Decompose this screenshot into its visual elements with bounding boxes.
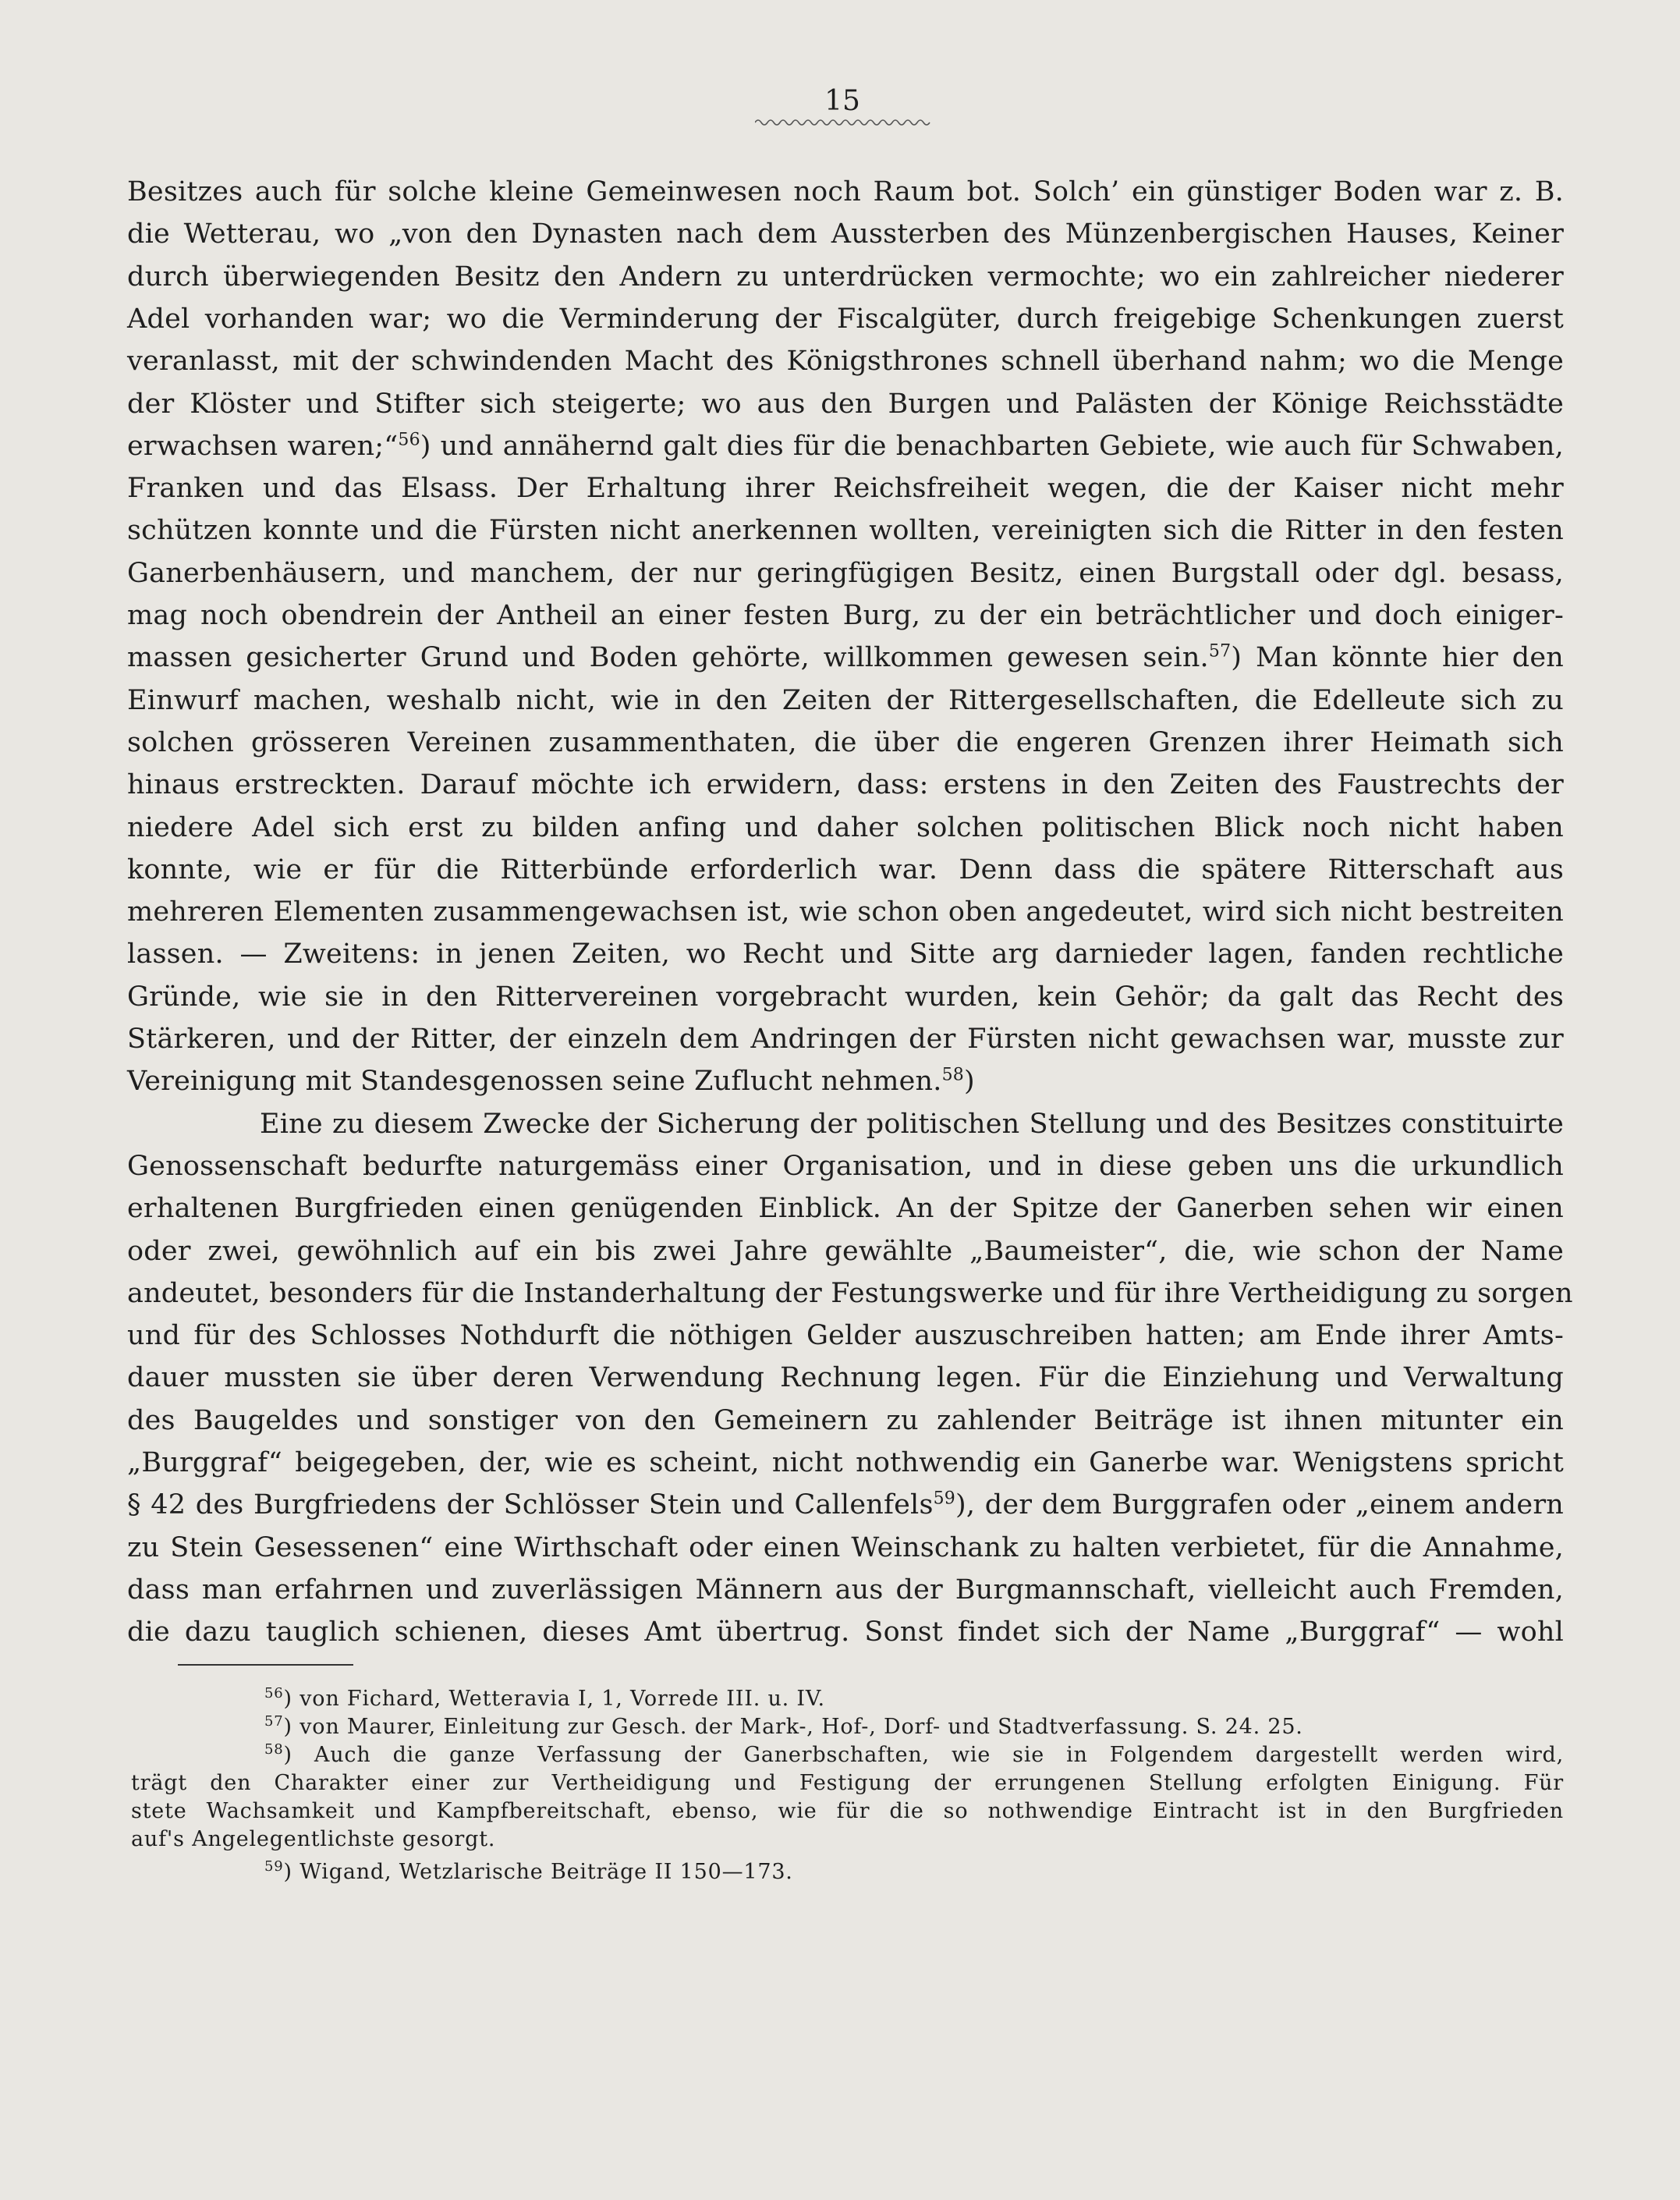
text-line: [127, 850, 1564, 890]
text-line: [127, 680, 1564, 721]
text-line: [127, 1061, 1564, 1102]
text-line-content: Ganerbenhäusern, und manchem, der nur geringfügigen Besitz, einen Burgstall oder dgl. besass,: [127, 558, 1564, 589]
footnote-line: [131, 1797, 1564, 1826]
text-line-content: dass man erfahrnen und zuverlässigen Männern aus der Burgmannschaft, vielleicht auch Fremden,: [127, 1574, 1564, 1606]
text-line-content: mag noch obendrein der Antheil an einer festen Burg, zu der ein beträchtlicher und doch einiger-: [127, 600, 1564, 631]
text-line-content: Vereinigung mit Standesgenossen seine Zuflucht nehmen.: [127, 1066, 942, 1097]
footnote-text: ) von Fichard, Wetteravia I, 1, Vorrede III. u. IV.: [283, 1687, 825, 1711]
text-line-content: durch überwiegenden Besitz den Andern zu unterdrücken vermochte; wo ein zahlreicher niederer: [127, 261, 1564, 293]
footnote-line: [131, 1826, 1564, 1854]
footnote-reference: 57: [1208, 641, 1232, 662]
text-line-content: niedere Adel sich erst zu bilden anfing und daher solchen politischen Blick noch nicht haben: [127, 812, 1564, 843]
footnote-line: [264, 1858, 1564, 1886]
footnote-text: ) Auch die ganze Verfassung der Ganerbschaften, wie sie in Folgendem dargestellt werden wird,: [283, 1743, 1564, 1767]
footnote-line: [131, 1769, 1564, 1797]
footnote-text: auf's Angelegentlichste gesorgt.: [131, 1827, 496, 1851]
footnote-number: 57: [264, 1713, 284, 1730]
text-line: [127, 722, 1564, 763]
footnote-number: 59: [264, 1858, 284, 1875]
wavy-ornament-icon: [755, 117, 930, 128]
footnote-reference: 58: [941, 1065, 965, 1085]
text-line-content: lassen. — Zweitens: in jenen Zeiten, wo Recht und Sitte arg darnieder lagen, fanden rechtliche: [127, 939, 1564, 970]
text-line-content: Einwurf machen, weshalb nicht, wie in den Zeiten der Rittergesellschaften, die Edelleute sich zu: [127, 685, 1564, 716]
footnote-text: trägt den Charakter einer zur Vertheidigung und Festigung der errungenen Stellung erfolgten Einigung. Für: [131, 1771, 1564, 1795]
text-line: [127, 637, 1564, 678]
footnote-line: [264, 1713, 1564, 1741]
text-line-content: Gründe, wie sie in den Rittervereinen vorgebracht wurden, kein Gehör; da galt das Recht des: [127, 981, 1564, 1013]
footnote-line: [264, 1685, 1564, 1713]
footnote-number: 58: [264, 1741, 284, 1758]
text-line: [127, 468, 1564, 509]
text-line-content: massen gesicherter Grund und Boden gehörte, willkommen gewesen sein.: [127, 642, 1209, 673]
text-line: [127, 1273, 1573, 1314]
text-line: [127, 1146, 1564, 1187]
text-line-content: Franken und das Elsass. Der Erhaltung ihrer Reichsfreiheit wegen, die der Kaiser nicht mehr: [127, 473, 1564, 504]
text-line: [127, 553, 1564, 594]
text-line-content: Genossenschaft bedurfte naturgemäss einer Organisation, und in diese geben uns die urkundlich: [127, 1151, 1564, 1182]
text-line-content: dauer mussten sie über deren Verwendung Rechnung legen. Für die Einziehung und Verwaltung: [127, 1362, 1564, 1393]
page-number: 15: [824, 85, 860, 117]
text-line-content: Stärkeren, und der Ritter, der einzeln dem Andringen der Fürsten nicht gewachsen war, musste zur: [127, 1024, 1564, 1055]
text-line-content: Adel vorhanden war; wo die Verminderung der Fiscalgüter, durch freigebige Schenkungen zuerst: [127, 303, 1564, 335]
text-line: [127, 341, 1564, 381]
text-line: [127, 1357, 1564, 1398]
text-line-content: die dazu tauglich schienen, dieses Amt übertrug. Sonst findet sich der Name „Burggraf“ — wohl: [127, 1616, 1564, 1648]
text-line-content: § 42 des Burgfriedens der Schlösser Stein und Callenfels: [127, 1489, 934, 1520]
text-line: [127, 977, 1564, 1017]
text-line-content: veranlasst, mit der schwindenden Macht des Königsthrones schnell überhand nahm; wo die Menge: [127, 346, 1564, 377]
text-line-continuation: ) Man könnte hier den: [1231, 642, 1564, 673]
footnote-text: ) Wigand, Wetzlarische Beiträge II 150—173.: [283, 1860, 793, 1884]
text-line-continuation: ) und annähernd galt dies für die benachbarten Gebiete, wie auch für Schwaben,: [420, 431, 1564, 462]
text-line: [127, 299, 1564, 339]
text-line: [127, 1528, 1564, 1568]
text-line-content: Eine zu diesem Zwecke der Sicherung der politischen Stellung und des Besitzes constituirte: [260, 1109, 1564, 1140]
footnote-line: [264, 1741, 1564, 1769]
text-line: [127, 934, 1564, 974]
text-line: [127, 1400, 1564, 1441]
text-line: [127, 1612, 1564, 1652]
text-line-content: schützen konnte und die Fürsten nicht anerkennen wollten, vereinigten sich die Ritter in den festen: [127, 515, 1564, 546]
text-line-content: erhaltenen Burgfrieden einen genügenden Einblick. An der Spitze der Ganerben sehen wir einen: [127, 1193, 1564, 1224]
text-line-content: hinaus erstreckten. Darauf möchte ich erwidern, dass: erstens in den Zeiten des Faustrechts der: [127, 769, 1564, 800]
footnote-number: 56: [264, 1685, 284, 1701]
footnote-separator: [178, 1664, 353, 1666]
text-line-continuation: ): [964, 1066, 975, 1097]
text-line: [127, 1231, 1564, 1272]
text-line-content: und für des Schlosses Nothdurft die nöthigen Gelder auszuschreiben hatten; am Ende ihrer Amts-: [127, 1320, 1564, 1351]
text-line: [127, 172, 1564, 212]
text-line-content: mehreren Elementen zusammengewachsen ist, wie schon oben angedeutet, wird sich nicht bestreiten: [127, 896, 1564, 928]
text-line-content: die Wetterau, wo „von den Dynasten nach dem Aussterben des Münzenbergischen Hauses, Keiner: [127, 218, 1564, 250]
text-line: [127, 807, 1564, 848]
text-line: [260, 1104, 1564, 1144]
text-line-content: oder zwei, gewöhnlich auf ein bis zwei Jahre gewählte „Baumeister“, die, wie schon der Name: [127, 1236, 1564, 1267]
text-line: [127, 1442, 1564, 1483]
footnote-text: stete Wachsamkeit und Kampfbereitschaft, ebenso, wie für die so nothwendige Eintracht ist in den Burgfrieden: [131, 1799, 1564, 1823]
text-line: [127, 1188, 1564, 1229]
text-line-content: des Baugeldes und sonstiger von den Gemeinern zu zahlender Beiträge ist ihnen mitunter ein: [127, 1405, 1564, 1436]
text-line: [127, 1315, 1564, 1356]
text-line-content: andeutet, besonders für die Instanderhaltung der Festungswerke und für ihre Vertheidigung zu sorgen: [127, 1278, 1573, 1309]
text-line: [127, 765, 1564, 805]
text-line-content: Besitzes auch für solche kleine Gemeinwesen noch Raum bot. Solch’ ein günstiger Boden war z. B.: [127, 176, 1564, 208]
text-line-content: „Burggraf“ beigegeben, der, wie es scheint, nicht nothwendig ein Ganerbe war. Wenigstens spricht: [127, 1447, 1564, 1478]
text-line: [127, 510, 1564, 551]
text-line: [127, 384, 1564, 424]
text-line-content: erwachsen waren;“: [127, 431, 399, 462]
footnote-reference: 56: [398, 430, 420, 450]
text-line: [127, 1570, 1564, 1610]
text-line: [127, 1485, 1564, 1525]
text-line-content: zu Stein Gesessenen“ eine Wirthschaft oder einen Weinschank zu halten verbietet, für die Annahme,: [127, 1532, 1564, 1563]
footnote-text: ) von Maurer, Einleitung zur Gesch. der Mark-, Hof-, Dorf- und Stadtverfassung. S. 24. 25.: [283, 1715, 1303, 1739]
text-line: [127, 595, 1564, 636]
text-line-content: solchen grösseren Vereinen zusammenthaten, die über die engeren Grenzen ihrer Heimath sich: [127, 727, 1564, 758]
text-line: [127, 214, 1564, 254]
text-line-content: der Klöster und Stifter sich steigerte; wo aus den Burgen und Palästen der Könige Reichsstädte: [127, 389, 1564, 420]
text-line-content: konnte, wie er für die Ritterbünde erforderlich war. Denn dass die spätere Ritterschaft aus: [127, 854, 1564, 885]
text-line: [127, 426, 1564, 467]
footnote-reference: 59: [933, 1489, 956, 1509]
text-line-continuation: ), der dem Burggrafen oder „einem andern: [955, 1489, 1564, 1520]
text-line: [127, 1019, 1564, 1059]
text-line: [127, 257, 1564, 297]
text-line: [127, 892, 1564, 932]
